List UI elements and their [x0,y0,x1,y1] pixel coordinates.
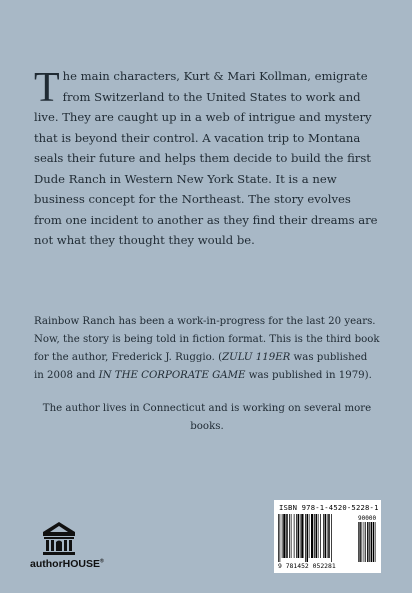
addon-bar [358,522,359,562]
addon-bar [359,522,360,562]
barcode-bar [278,514,279,562]
ean-digits: 9 781452 052281 [278,562,336,570]
barcode-bar [301,514,303,558]
publisher-wordmark [30,558,104,570]
addon-bar [371,522,372,562]
about-text-b: was published in 2008 and [34,352,368,381]
barcode-bar [309,514,310,558]
barcode-bar [298,514,300,558]
isbn-label: ISBN 978-1-4520-5228-1 [279,503,379,512]
barcode-bar [325,514,327,558]
barcode-bar [314,514,315,558]
barcode-bar [311,514,313,558]
barcode-bar [328,514,330,558]
blurb-text: he main characters, Kurt & Mari Kollman, emigrate from Switzerland to the United States to work and live. They are caught up in a web of intrigue and mystery that is beyond their control. A vacation trip to Montana seals their future and helps them decide to build the first Dude Ranch in Western New York State. It is a new business concept for the Northeast. The story evolves from one incident to another as they find their dreams are not what they thought they would be. [34,69,378,247]
addon-bar [364,522,365,562]
barcode-bar [327,514,328,558]
barcode-bar [323,514,324,558]
isbn-barcode [274,500,381,573]
barcode-bar [286,514,288,558]
addon-bar [362,522,363,562]
about-text-a: Rainbow Ranch has been a work-in-progress for the last 20 years. Now, the story is being told in fiction format. This is the third book for the author, Frederick J. Ruggio. ( [34,316,380,363]
addon-bar [375,522,376,562]
addon-digits: 90000 [358,515,377,522]
barcode-bar [331,514,332,562]
barcode-bars [278,514,378,562]
barcode-bar [282,514,283,558]
barcode-bar [307,514,309,562]
book-title-zulu: ZULU 119ER [222,352,291,363]
barcode-digits [278,562,336,570]
drop-cap: T [34,65,60,111]
barcode-bar [320,514,321,558]
addon-bar [373,522,374,562]
addon-bar [367,522,368,562]
publisher-house-icon [41,520,77,556]
barcode-bar [296,514,297,558]
addon-bar [369,522,370,562]
barcode-bar [280,514,281,562]
publisher-name: authorHOUSE [30,558,101,570]
about-paragraph [34,313,380,385]
barcode-bar [305,514,306,562]
barcode-bar [300,514,301,558]
book-title-corporate-game: IN THE CORPORATE GAME [98,370,246,381]
barcode-bar [291,514,292,558]
registered-mark: ® [100,558,104,565]
about-text-c: was published in 1979). [245,370,372,381]
barcode-bar [316,514,318,558]
barcode-bar [294,514,295,558]
back-cover-blurb [34,66,379,251]
publisher-logo [30,520,110,570]
barcode-bar [283,514,285,558]
barcode-bar [289,514,290,558]
author-note: The author lives in Connecticut and is working on several more books. [42,403,372,432]
barcode-bar [318,514,319,558]
addon-bar [365,522,366,562]
